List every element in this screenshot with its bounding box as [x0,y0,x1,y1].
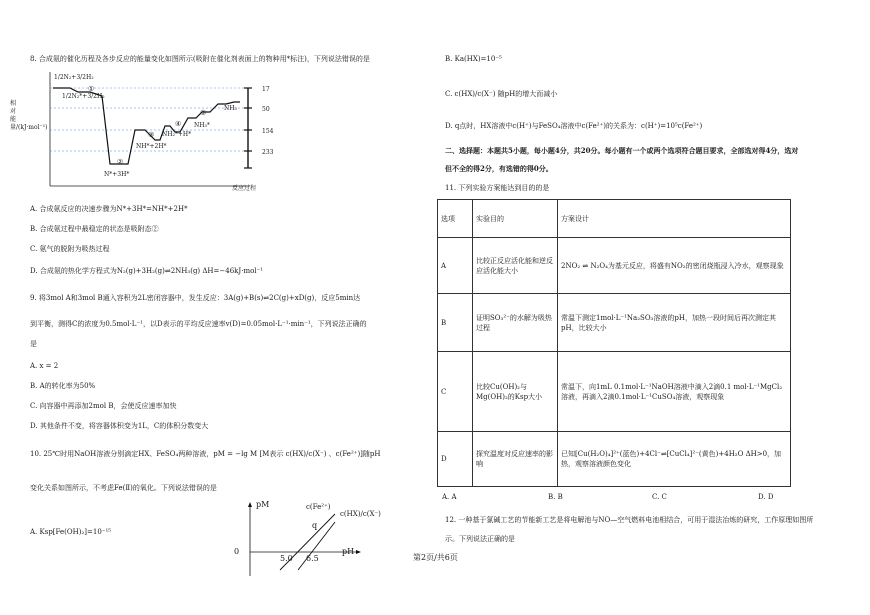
row-a-plan: 2NO₂ ⇌ N₂O₄为基元反应，将盛有NO₂的密闭烧瓶浸入冷水，观察现象 [558,238,791,294]
q8-option-d: D. 合成氨的热化学方程式为N₂(g)+3H₂(g)⇌2NH₃(g) ΔH=−46kJ·mol⁻¹ [30,267,264,275]
species-2: N*+3H* [104,171,130,178]
table-row [438,238,791,294]
q9-stem-line2: 到平衡，测得C的浓度为0.5mol·L⁻¹，以D表示的平均反应速率v(D)=0.05mol·L⁻¹·min⁻¹，下列说法正确的 [30,320,367,328]
q11-answer-d: D. D [758,493,774,501]
q9-stem-line1: 9. 将3mol A和3mol B通入容积为2L密闭容器中，发生反应：3A(g)+B(s)⇌2C(g)+xD(g)，反应5min达 [30,294,361,302]
q10-graph-ylabel: pM [256,500,270,509]
row-c-plan: 常温下，向1mL 0.1mol·L⁻¹NaOH溶液中滴入2滴0.1 mol·L⁻¹MgCl₂溶液，再滴入2滴0.1mol·L⁻¹CuSO₄溶液，观察现象 [558,352,791,432]
q10-graph-point-q: q [312,521,318,530]
table-header-plan: 方案设计 [558,200,791,238]
level-154: 154 [262,128,274,135]
species-6: NH₃ [224,105,237,112]
q10-option-d: D. q点时，HX溶液中c(H⁺)与FeSO₄溶液中c(Fe²⁺)的关系为：c(H⁺)=10⁵c(Fe²⁺) [445,122,703,130]
q8-option-c: C. 氨气的脱附为吸热过程 [30,245,110,253]
row-b-goal: 证明SO₃²⁻的水解为吸热过程 [473,294,558,352]
q8-energy-diagram [20,68,295,198]
level-50: 50 [262,106,270,113]
species-1: 1/2N₂*+3/2H₂ [62,93,105,100]
q10-stem-line2: 变化关系如图所示，不考虑Fe(Ⅱ)的氧化。下列说法错误的是 [30,484,217,492]
section-heading-line1: 二、选择题：本题共5小题，每小题4分，共20分。每小题有一个或两个选项符合题目要求，全部选对得4分，选对 [445,146,799,155]
step-4: ④ [175,120,182,128]
q10-graph-origin: 0 [234,547,240,556]
q12-stem-line2: 示。下列说法正确的是 [445,535,515,543]
q9-option-b: B. A的转化率为50% [30,382,96,390]
species-3: NH*+2H* [136,143,167,150]
q10-graph-tick-5: 5.0 [280,554,293,563]
q11-answer-b: B. B [548,493,563,501]
q9-option-a: A. x = 2 [30,362,59,370]
q9-stem-line3: 是 [30,340,37,348]
row-b-option: B [438,294,473,352]
q8-ylabel: 相对能量/(kJ·mol⁻¹) [10,100,48,131]
row-d-goal: 探究温度对反应速率的影响 [473,432,558,487]
level-233: 233 [262,149,274,156]
q11-answer-a: A. A [442,493,457,501]
page-footer: 第2页/共6页 [413,553,458,562]
q10-option-c: C. c(HX)/c(X⁻) 随pH的增大而减小 [445,90,558,98]
row-a-option: A [438,238,473,294]
q10-option-a: A. Ksp[Fe(OH)₂]=10⁻¹⁵ [30,528,112,536]
species-4: NH₂*+H* [162,131,192,138]
q11-stem: 11. 下列实验方案能达到目的的是 [445,184,550,192]
q10-graph-xlabel: pH [342,547,355,556]
row-d-plan: 已知[Cu(H₂O)₄]²⁺(蓝色)+4Cl⁻⇌[CuCl₄]²⁻(黄色)+4H₂O ΔH>0，加热，观察溶液颜色变化 [558,432,791,487]
q8-stem: 8. 合成氨的催化历程及各步反应的能量变化如图所示(吸附在催化剂表面上的物种用*标注)，下列说法错误的是 [30,55,370,63]
q8-option-a: A. 合成氨反应的决速步骤为N*+3H*=NH*+2H* [30,205,188,213]
table-row [438,294,791,352]
q11-answer-c: C. C [652,493,667,501]
row-c-option: C [438,352,473,432]
q9-option-d: D. 其他条件不变，将容器体积变为1L，C的体积分数变大 [30,422,209,430]
level-17: 17 [262,86,270,93]
table-header-option: 选项 [438,200,473,238]
q10-stem-line1: 10. 25℃时用NaOH溶液分别滴定HX、FeSO₄两种溶液，pM = −lg M [M表示 c(HX)/c(X⁻) 、c(Fe²⁺)]随pH [30,450,381,458]
q8-option-b: B. 合成氨过程中最稳定的状态是吸附态② [30,225,159,233]
row-c-goal: 比较Cu(OH)₂与Mg(OH)₂的Ksp大小 [473,352,558,432]
q10-graph-curve-hx: c(HX)/c(X⁻) [340,510,381,518]
q11-table [437,199,791,487]
table-row [438,432,791,487]
table-row [438,352,791,432]
species-5: NH₃* [194,122,210,129]
step-1: ① [88,85,95,93]
step-2: ② [117,158,124,166]
step-3: ③ [148,131,155,139]
step-5: ⑤ [200,109,207,117]
table-header-goal: 实验目的 [473,200,558,238]
q8-xlabel: 反应过程 [232,185,257,192]
species-0: 1/2N₂+3/2H₂ [54,74,94,81]
q9-option-c: C. 向容器中再添加2mol B，会使反应速率加快 [30,402,177,410]
section-heading-line2: 但不全的得2分，有选错的得0分。 [445,164,553,173]
q12-stem-line1: 12. 一种基于氯碱工艺的节能新工艺是将电解池与NO—空气燃料电池相结合，可用于湿法冶炼的研究，工作原理如图所 [445,516,814,524]
row-b-plan: 常温下测定1mol·L⁻¹Na₂SO₃溶液的pH，加热一段时间后再次测定其pH，比较大小 [558,294,791,352]
q10-option-b: B. Ka(HX)=10⁻⁵ [445,55,502,63]
q10-graph-tick-65: 6.5 [306,554,319,563]
row-a-goal: 比较正反应活化能和逆反应活化能大小 [473,238,558,294]
row-d-option: D [438,432,473,487]
q10-graph-curve-fe: c(Fe²⁺) [306,503,331,511]
